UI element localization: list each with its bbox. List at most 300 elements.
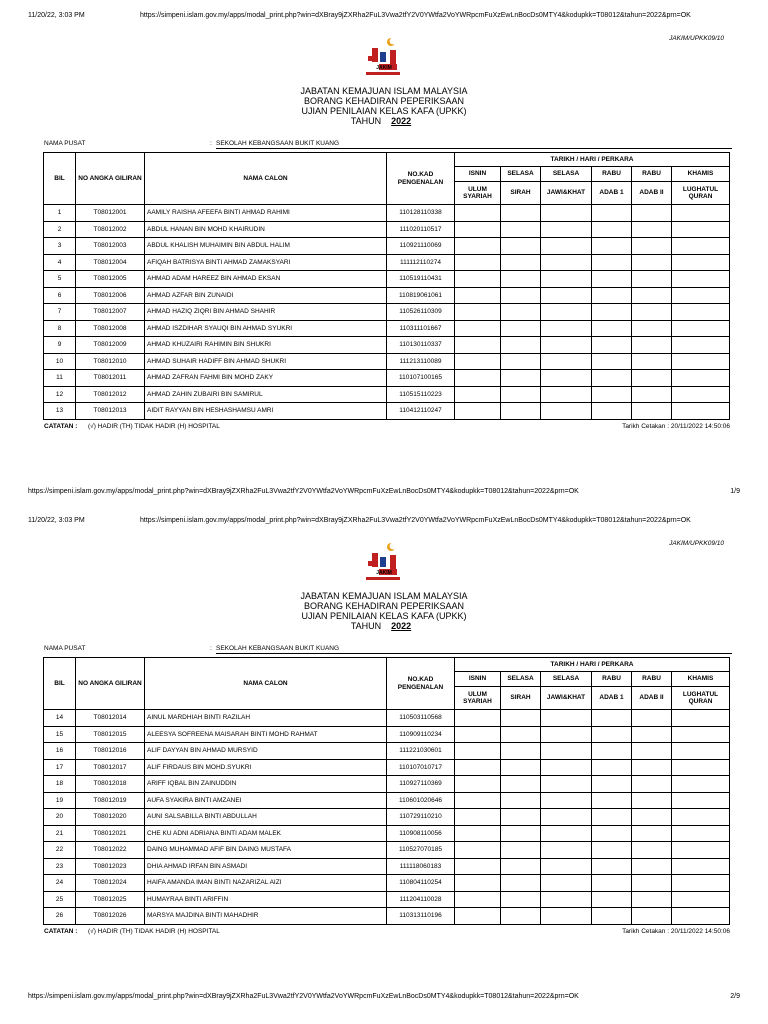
attendance-cell[interactable] bbox=[632, 205, 672, 222]
title-line: JABATAN KEMAJUAN ISLAM MALAYSIA bbox=[300, 86, 468, 96]
attendance-cell[interactable] bbox=[632, 743, 672, 760]
attendance-cell[interactable] bbox=[541, 743, 592, 760]
print-datetime: 11/20/22, 3:03 PM bbox=[28, 517, 85, 524]
attendance-cell[interactable] bbox=[632, 370, 672, 387]
row-bil: 17 bbox=[44, 759, 76, 776]
row-nama-calon: AHMAD ADAM HAREEZ BIN AHMAD EKSAN bbox=[145, 271, 387, 288]
row-nama-calon: ALIF DAYYAN BIN AHMAD MURSYID bbox=[145, 743, 387, 760]
attendance-cell[interactable] bbox=[501, 287, 541, 304]
header-day: RABU bbox=[632, 167, 672, 182]
attendance-cell[interactable] bbox=[541, 842, 592, 859]
attendance-cell[interactable] bbox=[501, 205, 541, 222]
attendance-cell[interactable] bbox=[632, 337, 672, 354]
row-bil: 14 bbox=[44, 710, 76, 727]
row-angka-giliran: T08012025 bbox=[76, 891, 145, 908]
attendance-cell[interactable] bbox=[672, 825, 730, 842]
attendance-cell[interactable] bbox=[455, 254, 501, 271]
attendance-cell[interactable] bbox=[541, 891, 592, 908]
row-angka-giliran: T08012011 bbox=[76, 370, 145, 387]
row-nama-calon: ABDUL KHALISH MUHAIMIN BIN ABDUL HALIM bbox=[145, 238, 387, 255]
attendance-cell[interactable] bbox=[632, 792, 672, 809]
row-bil: 3 bbox=[44, 238, 76, 255]
row-nama-calon: DHIA AHMAD IRFAN BIN ASMADI bbox=[145, 858, 387, 875]
attendance-cell[interactable] bbox=[672, 891, 730, 908]
attendance-cell[interactable] bbox=[501, 908, 541, 925]
attendance-cell[interactable] bbox=[672, 842, 730, 859]
row-nama-calon: CHE KU ADNI ADRIANA BINTI ADAM MALEK bbox=[145, 825, 387, 842]
attendance-cell[interactable] bbox=[632, 221, 672, 238]
nama-pusat-label: NAMA PUSAT bbox=[44, 645, 86, 652]
attendance-cell[interactable] bbox=[501, 370, 541, 387]
print-url-footer: https://simpeni.islam.gov.my/apps/modal_print.php?win=dXBray9jZXRha2FuL3Vwa2tfY2V0YWtfa2VoYWRpcmFuXzEwLnBocDs0MTY4&kodupkk=T08012&tahun=2022&prn=OK bbox=[28, 488, 579, 495]
row-bil: 10 bbox=[44, 353, 76, 370]
header-tarikh: TARIKH / HARI / PERKARA bbox=[455, 658, 730, 672]
attendance-cell[interactable] bbox=[592, 809, 632, 826]
table-row bbox=[44, 337, 730, 354]
row-nama-calon: HUMAYRAA BINTI ARIFFIN bbox=[145, 891, 387, 908]
attendance-cell[interactable] bbox=[632, 842, 672, 859]
nama-pusat-value: SEKOLAH KEBANGSAAN BUKIT KUANG bbox=[216, 140, 340, 147]
table-row bbox=[44, 386, 730, 403]
row-no-kad: 110130110337 bbox=[387, 337, 455, 354]
row-angka-giliran: T08012001 bbox=[76, 205, 145, 222]
attendance-cell[interactable] bbox=[541, 858, 592, 875]
header-subject: JAWI&KHAT bbox=[541, 687, 592, 710]
attendance-cell[interactable] bbox=[455, 205, 501, 222]
attendance-cell[interactable] bbox=[455, 320, 501, 337]
attendance-cell[interactable] bbox=[672, 238, 730, 255]
attendance-cell[interactable] bbox=[632, 759, 672, 776]
row-angka-giliran: T08012013 bbox=[76, 403, 145, 420]
header-day: RABU bbox=[592, 167, 632, 182]
row-bil: 22 bbox=[44, 842, 76, 859]
header-subject: SIRAH bbox=[501, 687, 541, 710]
attendance-cell[interactable] bbox=[541, 726, 592, 743]
attendance-cell[interactable] bbox=[455, 726, 501, 743]
header-no-angka-giliran: NO ANGKA GILIRAN bbox=[76, 658, 145, 710]
attendance-cell[interactable] bbox=[541, 238, 592, 255]
attendance-cell[interactable] bbox=[501, 743, 541, 760]
attendance-cell[interactable] bbox=[632, 875, 672, 892]
header-no-angka-giliran: NO ANGKA GILIRAN bbox=[76, 153, 145, 205]
row-angka-giliran: T08012008 bbox=[76, 320, 145, 337]
attendance-cell[interactable] bbox=[592, 403, 632, 420]
title-line: JABATAN KEMAJUAN ISLAM MALAYSIA bbox=[300, 591, 468, 601]
header-day: SELASA bbox=[541, 167, 592, 182]
attendance-cell[interactable] bbox=[501, 353, 541, 370]
attendance-cell[interactable] bbox=[501, 776, 541, 793]
jakim-logo bbox=[364, 36, 404, 82]
row-bil: 16 bbox=[44, 743, 76, 760]
attendance-cell[interactable] bbox=[592, 238, 632, 255]
attendance-cell[interactable] bbox=[632, 858, 672, 875]
row-no-kad: 111020110517 bbox=[387, 221, 455, 238]
attendance-cell[interactable] bbox=[632, 710, 672, 727]
attendance-cell[interactable] bbox=[592, 792, 632, 809]
attendance-cell[interactable] bbox=[592, 254, 632, 271]
title-line: UJIAN PENILAIAN KELAS KAFA (UPKK) bbox=[301, 611, 467, 621]
table-row bbox=[44, 353, 730, 370]
row-angka-giliran: T08012004 bbox=[76, 254, 145, 271]
header-day: ISNIN bbox=[455, 167, 501, 182]
attendance-cell[interactable] bbox=[455, 337, 501, 354]
header-tarikh: TARIKH / HARI / PERKARA bbox=[455, 153, 730, 167]
attendance-cell[interactable] bbox=[541, 403, 592, 420]
attendance-cell[interactable] bbox=[672, 743, 730, 760]
attendance-cell[interactable] bbox=[541, 221, 592, 238]
attendance-cell[interactable] bbox=[541, 792, 592, 809]
attendance-cell[interactable] bbox=[592, 776, 632, 793]
row-nama-calon: AHMAD AZFAR BIN ZUNAIDI bbox=[145, 287, 387, 304]
attendance-cell[interactable] bbox=[672, 353, 730, 370]
header-bil: BIL bbox=[44, 153, 76, 205]
row-bil: 21 bbox=[44, 825, 76, 842]
row-bil: 15 bbox=[44, 726, 76, 743]
attendance-cell[interactable] bbox=[672, 337, 730, 354]
attendance-cell[interactable] bbox=[672, 759, 730, 776]
row-no-kad: 111204110028 bbox=[387, 891, 455, 908]
row-bil: 23 bbox=[44, 858, 76, 875]
attendance-cell[interactable] bbox=[501, 304, 541, 321]
attendance-cell[interactable] bbox=[455, 875, 501, 892]
attendance-cell[interactable] bbox=[455, 403, 501, 420]
row-no-kad: 110927110369 bbox=[387, 776, 455, 793]
table-row bbox=[44, 908, 730, 925]
attendance-cell[interactable] bbox=[501, 858, 541, 875]
attendance-cell[interactable] bbox=[541, 370, 592, 387]
attendance-cell[interactable] bbox=[501, 809, 541, 826]
attendance-cell[interactable] bbox=[455, 710, 501, 727]
attendance-cell[interactable] bbox=[672, 403, 730, 420]
header-subject: SIRAH bbox=[501, 182, 541, 205]
header-subject: ULUM SYARIAH bbox=[455, 687, 501, 710]
row-bil: 12 bbox=[44, 386, 76, 403]
catatan-legend: (√) HADIR (TH) TIDAK HADIR (H) HOSPITAL bbox=[88, 928, 220, 935]
attendance-cell[interactable] bbox=[501, 221, 541, 238]
attendance-cell[interactable] bbox=[592, 320, 632, 337]
row-angka-giliran: T08012017 bbox=[76, 759, 145, 776]
attendance-cell[interactable] bbox=[455, 908, 501, 925]
attendance-cell[interactable] bbox=[455, 891, 501, 908]
row-nama-calon: AAMILY RAISHA AFEEFA BINTI AHMAD RAHIMI bbox=[145, 205, 387, 222]
row-bil: 8 bbox=[44, 320, 76, 337]
page-number: 1/9 bbox=[730, 488, 740, 495]
row-angka-giliran: T08012015 bbox=[76, 726, 145, 743]
attendance-cell[interactable] bbox=[455, 221, 501, 238]
attendance-cell[interactable] bbox=[632, 825, 672, 842]
attendance-cell[interactable] bbox=[455, 809, 501, 826]
attendance-cell[interactable] bbox=[501, 710, 541, 727]
catatan-label: CATATAN : bbox=[44, 928, 78, 935]
form-title bbox=[0, 591, 768, 631]
tarikh-cetakan: Tarikh Cetakan : 20/11/2022 14:50:06 bbox=[622, 928, 730, 935]
attendance-cell[interactable] bbox=[672, 287, 730, 304]
attendance-cell[interactable] bbox=[501, 337, 541, 354]
catatan-legend: (√) HADIR (TH) TIDAK HADIR (H) HOSPITAL bbox=[88, 423, 220, 430]
header-subject: ADAB 1 bbox=[592, 182, 632, 205]
row-nama-calon: ARIFF IQBAL BIN ZAINUDDIN bbox=[145, 776, 387, 793]
attendance-cell[interactable] bbox=[672, 205, 730, 222]
attendance-cell[interactable] bbox=[632, 386, 672, 403]
attendance-cell[interactable] bbox=[592, 221, 632, 238]
tarikh-cetakan: Tarikh Cetakan : 20/11/2022 14:50:06 bbox=[622, 423, 730, 430]
row-nama-calon: AHMAD ZAHIN ZUBAIRI BIN SAMIRUL bbox=[145, 386, 387, 403]
attendance-cell[interactable] bbox=[592, 353, 632, 370]
table-row bbox=[44, 254, 730, 271]
attendance-cell[interactable] bbox=[455, 792, 501, 809]
table-row bbox=[44, 776, 730, 793]
attendance-cell[interactable] bbox=[632, 287, 672, 304]
row-angka-giliran: T08012019 bbox=[76, 792, 145, 809]
attendance-cell[interactable] bbox=[501, 386, 541, 403]
attendance-cell[interactable] bbox=[541, 254, 592, 271]
attendance-cell[interactable] bbox=[455, 776, 501, 793]
attendance-cell[interactable] bbox=[672, 304, 730, 321]
row-bil: 20 bbox=[44, 809, 76, 826]
attendance-cell[interactable] bbox=[632, 809, 672, 826]
attendance-cell[interactable] bbox=[455, 386, 501, 403]
attendance-cell[interactable] bbox=[632, 320, 672, 337]
row-angka-giliran: T08012006 bbox=[76, 287, 145, 304]
attendance-cell[interactable] bbox=[632, 271, 672, 288]
attendance-cell[interactable] bbox=[501, 891, 541, 908]
row-no-kad: 111213110089 bbox=[387, 353, 455, 370]
catatan-label: CATATAN : bbox=[44, 423, 78, 430]
header-subject: JAWI&KHAT bbox=[541, 182, 592, 205]
table-row bbox=[44, 304, 730, 321]
attendance-cell[interactable] bbox=[592, 759, 632, 776]
attendance-cell[interactable] bbox=[592, 271, 632, 288]
row-angka-giliran: T08012018 bbox=[76, 776, 145, 793]
attendance-cell[interactable] bbox=[632, 254, 672, 271]
table-row bbox=[44, 875, 730, 892]
attendance-cell[interactable] bbox=[541, 320, 592, 337]
attendance-cell[interactable] bbox=[501, 842, 541, 859]
row-bil: 25 bbox=[44, 891, 76, 908]
row-nama-calon: AHMAD ISZDIHAR SYAUQI BIN AHMAD SYUKRI bbox=[145, 320, 387, 337]
attendance-cell[interactable] bbox=[632, 891, 672, 908]
attendance-cell[interactable] bbox=[672, 370, 730, 387]
row-bil: 19 bbox=[44, 792, 76, 809]
row-angka-giliran: T08012003 bbox=[76, 238, 145, 255]
attendance-cell[interactable] bbox=[672, 710, 730, 727]
row-no-kad: 110519110431 bbox=[387, 271, 455, 288]
row-nama-calon: AIDIT RAYYAN BIN HESHASHAMSU AMRI bbox=[145, 403, 387, 420]
attendance-cell[interactable] bbox=[501, 403, 541, 420]
attendance-cell[interactable] bbox=[672, 254, 730, 271]
attendance-cell[interactable] bbox=[592, 842, 632, 859]
attendance-cell[interactable] bbox=[541, 304, 592, 321]
attendance-cell[interactable] bbox=[672, 271, 730, 288]
row-bil: 11 bbox=[44, 370, 76, 387]
row-no-kad: 110804110254 bbox=[387, 875, 455, 892]
attendance-cell[interactable] bbox=[632, 908, 672, 925]
table-row bbox=[44, 891, 730, 908]
attendance-cell[interactable] bbox=[541, 875, 592, 892]
attendance-cell[interactable] bbox=[592, 875, 632, 892]
header-day: RABU bbox=[592, 672, 632, 687]
attendance-cell[interactable] bbox=[672, 875, 730, 892]
attendance-cell[interactable] bbox=[455, 759, 501, 776]
attendance-cell[interactable] bbox=[541, 776, 592, 793]
table-row bbox=[44, 726, 730, 743]
row-angka-giliran: T08012020 bbox=[76, 809, 145, 826]
print-url-header: https://simpeni.islam.gov.my/apps/modal_print.php?win=dXBray9jZXRha2FuL3Vwa2tfY2V0YWtfa2VoYWRpcmFuXzEwLnBocDs0MTY4&kodupkk=T08012&tahun=2022&prn=OK bbox=[140, 517, 691, 524]
row-angka-giliran: T08012014 bbox=[76, 710, 145, 727]
svg-text:JAKIM: JAKIM bbox=[376, 65, 392, 71]
attendance-cell[interactable] bbox=[455, 353, 501, 370]
attendance-cell[interactable] bbox=[592, 304, 632, 321]
attendance-cell[interactable] bbox=[455, 271, 501, 288]
table-row bbox=[44, 320, 730, 337]
table-row bbox=[44, 287, 730, 304]
row-no-kad: 110503110568 bbox=[387, 710, 455, 727]
attendance-cell[interactable] bbox=[541, 287, 592, 304]
row-angka-giliran: T08012005 bbox=[76, 271, 145, 288]
attendance-cell[interactable] bbox=[541, 386, 592, 403]
attendance-cell[interactable] bbox=[541, 809, 592, 826]
attendance-cell[interactable] bbox=[632, 238, 672, 255]
attendance-cell[interactable] bbox=[632, 403, 672, 420]
row-angka-giliran: T08012016 bbox=[76, 743, 145, 760]
title-year: TAHUN 2022 bbox=[350, 116, 412, 126]
print-url-header: https://simpeni.islam.gov.my/apps/modal_print.php?win=dXBray9jZXRha2FuL3Vwa2tfY2V0YWtfa2VoYWRpcmFuXzEwLnBocDs0MTY4&kodupkk=T08012&tahun=2022&prn=OK bbox=[140, 12, 691, 19]
attendance-cell[interactable] bbox=[632, 726, 672, 743]
row-no-kad: 110601020646 bbox=[387, 792, 455, 809]
attendance-cell[interactable] bbox=[541, 337, 592, 354]
attendance-cell[interactable] bbox=[541, 825, 592, 842]
header-nama-calon: NAMA CALON bbox=[145, 153, 387, 205]
attendance-cell[interactable] bbox=[541, 710, 592, 727]
title-line: UJIAN PENILAIAN KELAS KAFA (UPKK) bbox=[301, 106, 467, 116]
attendance-cell[interactable] bbox=[672, 908, 730, 925]
row-no-kad: 110526110309 bbox=[387, 304, 455, 321]
attendance-cell[interactable] bbox=[455, 825, 501, 842]
table-row bbox=[44, 221, 730, 238]
nama-pusat-value: SEKOLAH KEBANGSAAN BUKIT KUANG bbox=[216, 645, 340, 652]
attendance-cell[interactable] bbox=[455, 842, 501, 859]
attendance-cell[interactable] bbox=[672, 858, 730, 875]
attendance-cell[interactable] bbox=[501, 875, 541, 892]
print-datetime: 11/20/22, 3:03 PM bbox=[28, 12, 85, 19]
attendance-cell[interactable] bbox=[592, 205, 632, 222]
table-row bbox=[44, 205, 730, 222]
attendance-cell[interactable] bbox=[632, 776, 672, 793]
attendance-cell[interactable] bbox=[632, 353, 672, 370]
row-bil: 7 bbox=[44, 304, 76, 321]
row-angka-giliran: T08012009 bbox=[76, 337, 145, 354]
table-row bbox=[44, 792, 730, 809]
row-bil: 2 bbox=[44, 221, 76, 238]
header-subject: ADAB 1 bbox=[592, 687, 632, 710]
attendance-cell[interactable] bbox=[592, 337, 632, 354]
attendance-cell[interactable] bbox=[592, 726, 632, 743]
form-code: JAKIM/UPKK09/10 bbox=[669, 35, 724, 42]
row-nama-calon: AUFA SYAKIRA BINTI AMZANEI bbox=[145, 792, 387, 809]
row-nama-calon: DAING MUHAMMAD AFIF BIN DAING MUSTAFA bbox=[145, 842, 387, 859]
row-bil: 9 bbox=[44, 337, 76, 354]
header-bil: BIL bbox=[44, 658, 76, 710]
attendance-cell[interactable] bbox=[672, 386, 730, 403]
title-year: TAHUN 2022 bbox=[350, 621, 412, 631]
attendance-cell[interactable] bbox=[501, 271, 541, 288]
attendance-cell[interactable] bbox=[672, 809, 730, 826]
row-bil: 5 bbox=[44, 271, 76, 288]
row-no-kad: 111118060183 bbox=[387, 858, 455, 875]
attendance-cell[interactable] bbox=[455, 370, 501, 387]
attendance-table bbox=[43, 152, 730, 420]
attendance-cell[interactable] bbox=[501, 759, 541, 776]
attendance-cell[interactable] bbox=[501, 238, 541, 255]
row-angka-giliran: T08012023 bbox=[76, 858, 145, 875]
attendance-cell[interactable] bbox=[672, 776, 730, 793]
svg-text:JAKIM: JAKIM bbox=[376, 570, 392, 576]
attendance-cell[interactable] bbox=[592, 370, 632, 387]
attendance-cell[interactable] bbox=[455, 743, 501, 760]
row-bil: 1 bbox=[44, 205, 76, 222]
attendance-cell[interactable] bbox=[672, 792, 730, 809]
attendance-cell[interactable] bbox=[541, 353, 592, 370]
attendance-cell[interactable] bbox=[501, 825, 541, 842]
attendance-cell[interactable] bbox=[455, 858, 501, 875]
attendance-cell[interactable] bbox=[592, 908, 632, 925]
row-angka-giliran: T08012026 bbox=[76, 908, 145, 925]
attendance-cell[interactable] bbox=[541, 908, 592, 925]
attendance-cell[interactable] bbox=[501, 254, 541, 271]
attendance-cell[interactable] bbox=[455, 287, 501, 304]
row-nama-calon: ABDUL HANAN BIN MOHD KHAIRUDIN bbox=[145, 221, 387, 238]
attendance-cell[interactable] bbox=[672, 726, 730, 743]
attendance-cell[interactable] bbox=[592, 825, 632, 842]
attendance-cell[interactable] bbox=[541, 759, 592, 776]
attendance-cell[interactable] bbox=[592, 743, 632, 760]
attendance-cell[interactable] bbox=[501, 320, 541, 337]
row-no-kad: 111221030601 bbox=[387, 743, 455, 760]
attendance-cell[interactable] bbox=[592, 386, 632, 403]
header-day: KHAMIS bbox=[672, 672, 730, 687]
attendance-cell[interactable] bbox=[672, 320, 730, 337]
row-no-kad: 110908110056 bbox=[387, 825, 455, 842]
attendance-cell[interactable] bbox=[455, 238, 501, 255]
attendance-cell[interactable] bbox=[632, 304, 672, 321]
row-bil: 24 bbox=[44, 875, 76, 892]
table-row bbox=[44, 403, 730, 420]
row-nama-calon: AINUL MARDHIAH BINTI RAZILAH bbox=[145, 710, 387, 727]
attendance-cell[interactable] bbox=[455, 304, 501, 321]
attendance-cell[interactable] bbox=[541, 271, 592, 288]
header-day: KHAMIS bbox=[672, 167, 730, 182]
attendance-cell[interactable] bbox=[592, 287, 632, 304]
row-angka-giliran: T08012007 bbox=[76, 304, 145, 321]
table-row bbox=[44, 743, 730, 760]
table-row bbox=[44, 710, 730, 727]
attendance-cell[interactable] bbox=[592, 891, 632, 908]
header-nama-calon: NAMA CALON bbox=[145, 658, 387, 710]
row-angka-giliran: T08012021 bbox=[76, 825, 145, 842]
attendance-cell[interactable] bbox=[541, 205, 592, 222]
row-bil: 26 bbox=[44, 908, 76, 925]
attendance-cell[interactable] bbox=[592, 858, 632, 875]
table-row bbox=[44, 759, 730, 776]
attendance-cell[interactable] bbox=[672, 221, 730, 238]
row-angka-giliran: T08012010 bbox=[76, 353, 145, 370]
row-nama-calon: ALIF FIRDAUS BIN MOHD.SYUKRI bbox=[145, 759, 387, 776]
attendance-cell[interactable] bbox=[592, 710, 632, 727]
attendance-cell[interactable] bbox=[501, 792, 541, 809]
attendance-table bbox=[43, 657, 730, 925]
attendance-cell[interactable] bbox=[501, 726, 541, 743]
print-page: 11/20/22, 3:03 PM https://simpeni.islam.gov.my/apps/modal_print.php?win=dXBray9jZXRha2FuL3Vwa2tfY2V0YWtfa2VoYWRpcmFuXzEwLnBocDs0MTY4&kodupkk=T08012&tahun=2022&prn=OK JAKIM/UPKK09/10 JAKIM JABATAN KEMAJUAN ISLAM MALAYSIA BORANG KEHADIRAN PEPERIKSAAN UJIAN PENILAIAN KELAS KAFA (UPKK) TAHUN 2022 NAMA PUSAT : SEKOLAH KEBANGSAAN BUKIT KUANG BIL NO ANGKA GILIRAN NAMA CALON NO.KAD PENGENALAN TARIKH / HARI / PERKARA ISNIN SELASA SELASA RABU RABU KHAMIS ULUM SYARIAH SIRAH JAWI&KHAT ADAB 1 ADAB II LUGHATUL QURAN 14 T08012014 AINUL MARDHIAH BINTI RAZILAH 110503110568 15 T08012015 ALEESYA SOFREENA MAISARAH BINTI MOHD RAHMAT 110909110234 16 T08012016 ALIF DAYYAN BIN AHMAD MURSYID 111221030601 17 T08012017 ALIF FIRDAUS BIN MOHD.SYUKRI 110107010717 18 T08012018 ARIFF IQBAL BIN ZAINUDDIN 110927110369 19 T08012019 AUFA SYAKIRA BINTI AMZANEI 110601020646 20 T08012020 AUNI SALSABILLA BINTI ABDULLAH 110729110210 21 T08012021 CHE KU ADNI ADRIANA BINTI ADAM MALEK 110908110056 22 T08012022 DAING MUHAMMAD AFIF BIN DAING MUSTAFA 110527070185 23 T08012023 DHIA AHMAD IRFAN BIN ASMADI 111118060183 24 T08012024 HAIFA AMANDA IMAN BINTI NAZARIZAL AIZI 110804110254 25 T08012025 HUMAYRAA BINTI ARIFFIN 111204110028 26 T08012026 MARSYA MAJDINA BINTI MAHADHIR 110313110196 CATATAN : (√) HADIR (TH) TIDAK HADIR (H) HOSPITAL Tarikh Cetakan : 20/11/2022 14:50:06 https://simpeni.islam.gov.my/apps/modal_print.php?win=dXBray9jZXRha2FuL3Vwa2tfY2V0YWtfa2VoYWRpcmFuXzEwLnBocDs0MTY4&kodupkk=T08012&tahun=2022&prn=OK 2/9 bbox=[0, 505, 768, 1005]
